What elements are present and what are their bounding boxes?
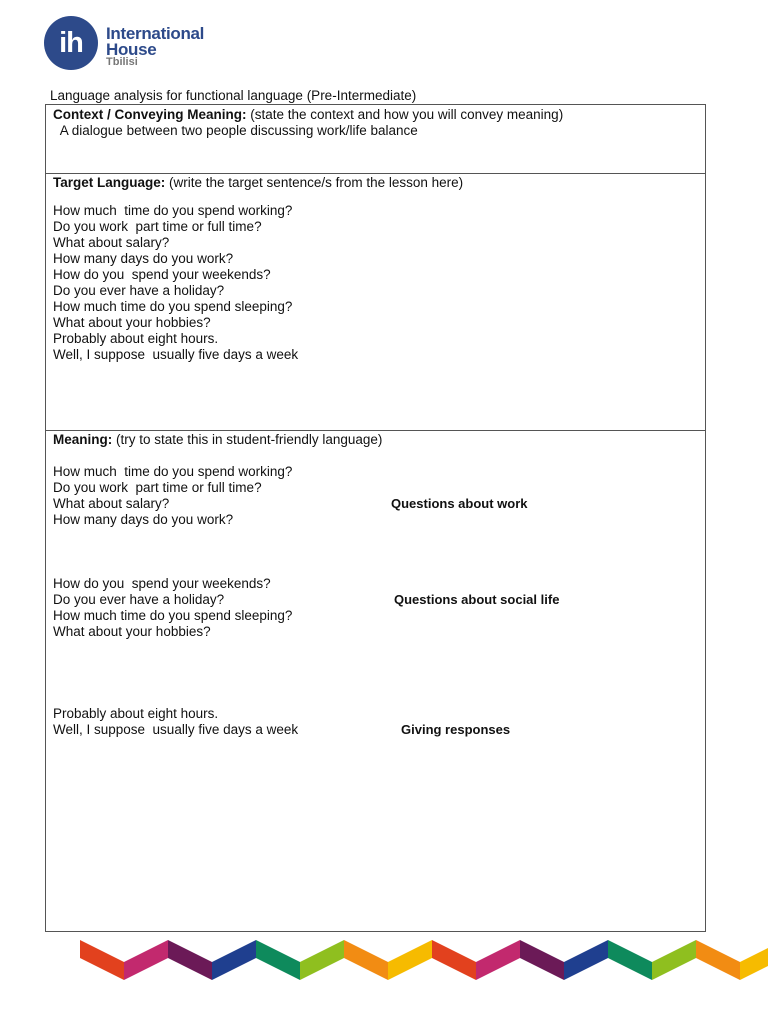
meaning-line: How many days do you work? bbox=[53, 512, 234, 527]
meaning-label-work: Questions about work bbox=[391, 496, 528, 511]
zigzag-segment bbox=[388, 940, 432, 980]
target-heading-line bbox=[53, 175, 463, 190]
meaning-label-responses: Giving responses bbox=[401, 722, 511, 737]
target-line: What about your hobbies? bbox=[53, 315, 211, 330]
target-language-section bbox=[46, 173, 705, 431]
zigzag-segment bbox=[300, 940, 344, 980]
ih-logo-mark: ih bbox=[44, 16, 98, 70]
lesson-analysis-table bbox=[45, 104, 706, 932]
target-line: How much time do you spend working? bbox=[53, 203, 293, 218]
logo-text-house: House bbox=[106, 40, 157, 59]
zigzag-segment bbox=[124, 940, 168, 980]
target-line: How many days do you work? bbox=[53, 251, 234, 266]
meaning-line: Do you ever have a holiday? bbox=[53, 592, 225, 607]
meaning-line: Well, I suppose usually five days a week bbox=[53, 722, 299, 737]
target-line: Well, I suppose usually five days a week bbox=[53, 347, 299, 362]
meaning-line: What about salary? bbox=[53, 496, 170, 511]
meaning-line: What about your hobbies? bbox=[53, 624, 211, 639]
meaning-line: How much time do you spend sleeping? bbox=[53, 608, 293, 623]
target-heading: Target Language: bbox=[53, 175, 166, 190]
meaning-line: Probably about eight hours. bbox=[53, 706, 219, 721]
meaning-line: Do you work part time or full time? bbox=[53, 480, 262, 495]
context-text: A dialogue between two people discussing work/life balance bbox=[53, 123, 418, 138]
context-instruction: (state the context and how you will convey meaning) bbox=[246, 107, 564, 122]
context-heading-line bbox=[53, 107, 563, 122]
context-section bbox=[46, 105, 705, 174]
context-heading: Context / Conveying Meaning: bbox=[53, 107, 247, 122]
target-line: What about salary? bbox=[53, 235, 170, 250]
meaning-heading-line bbox=[53, 432, 382, 447]
zigzag-segment bbox=[212, 940, 256, 980]
zigzag-segment bbox=[256, 940, 300, 980]
meaning-label-social-life: Questions about social life bbox=[394, 592, 560, 607]
target-line: Probably about eight hours. bbox=[53, 331, 219, 346]
zigzag-segment bbox=[740, 940, 768, 980]
target-line: Do you work part time or full time? bbox=[53, 219, 262, 234]
target-line: Do you ever have a holiday? bbox=[53, 283, 225, 298]
zigzag-segment bbox=[564, 940, 608, 980]
target-instruction: (write the target sentence/s from the lesson here) bbox=[165, 175, 464, 190]
document-title: Language analysis for functional language (Pre-Intermediate) bbox=[50, 88, 417, 103]
zigzag-segment bbox=[344, 940, 388, 980]
target-line: How do you spend your weekends? bbox=[53, 267, 271, 282]
meaning-line: How do you spend your weekends? bbox=[53, 576, 271, 591]
target-line: How much time do you spend sleeping? bbox=[53, 299, 293, 314]
meaning-section bbox=[46, 430, 705, 931]
zigzag-segment bbox=[432, 940, 476, 980]
logo-text-city: Tbilisi bbox=[106, 56, 138, 68]
meaning-line: How much time do you spend working? bbox=[53, 464, 293, 479]
zigzag-segment bbox=[476, 940, 520, 980]
meaning-instruction: (try to state this in student-friendly language) bbox=[112, 432, 383, 447]
logo-text-international: International bbox=[106, 24, 205, 43]
zigzag-segment bbox=[168, 940, 212, 980]
zigzag-segment bbox=[520, 940, 564, 980]
zigzag-segment bbox=[80, 940, 124, 980]
decorative-zigzag-stripe bbox=[80, 940, 768, 984]
zigzag-segment bbox=[696, 940, 740, 980]
zigzag-segment bbox=[608, 940, 652, 980]
zigzag-segment bbox=[652, 940, 696, 980]
meaning-heading: Meaning: bbox=[53, 432, 113, 447]
